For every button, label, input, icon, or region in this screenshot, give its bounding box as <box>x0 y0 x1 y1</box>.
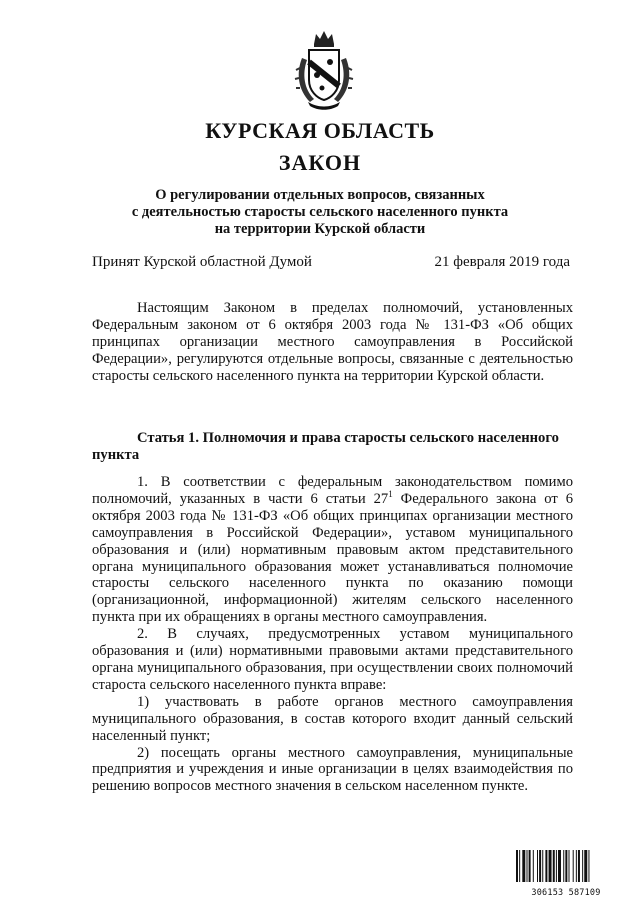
preamble-paragraph: Настоящим Законом в пределах полномочий, установленных Федеральным законом от 6 октября 2003 года № 131-ФЗ «Об общих принципах организации местного самоуправления в Российской Федерации», регулируются отдельные вопросы, связанные с деятельностью старосты сельского населенного пункта на территории Курской области. <box>92 300 573 384</box>
barcode-icon <box>516 850 616 882</box>
barcode <box>516 850 616 898</box>
article-1-paragraph-2: 2. В случаях, предусмотренных уставом муниципального образования и (или) нормативными правовыми актами представительного органа муниципального образования, при осуществлении своих полномочий староста сельского населенного пункта вправе: <box>92 626 573 693</box>
footnote-superscript: 1 <box>388 489 393 500</box>
paragraph-text: Федерального закона от 6 октября 2003 года № 131-ФЗ «Об общих принципах организации местного самоуправления в Российской Федерации», уставом муниципального образования и (или) нормативным правовым актом представительного органа муниципального образования может устанавливаться полномочие старосты сельского населенного пункта по оказанию помощи (организационной, информационной) жителям сельского населенного пункта при их обращениях в органы местного самоуправления. <box>92 490 573 626</box>
subtitle-line: с деятельностью старосты сельского населенного пункта <box>131 204 509 220</box>
adoption-line <box>92 254 570 271</box>
article-1-body <box>92 474 573 795</box>
barcode-number: 306153 587109 <box>531 888 601 898</box>
region-title: КУРСКАЯ ОБЛАСТЬ <box>205 118 435 143</box>
article-1-item-2: 2) посещать органы местного самоуправления, муниципальные предприятия и учреждения и иные организации в целях взаимодействия по решению вопросов местного значения в сельском населенном пункте. <box>92 744 573 795</box>
subtitle-line: на территории Курской области <box>214 221 426 237</box>
document-type-title: ЗАКОН <box>278 150 362 175</box>
preamble <box>92 300 573 385</box>
article-1-paragraph-1 <box>92 474 573 626</box>
article-1-title: Статья 1. Полномочия и права старосты сельского населенного пункта <box>92 430 559 463</box>
law-subtitle <box>60 187 580 238</box>
kursk-coat-of-arms-icon <box>292 28 356 112</box>
subtitle-line: О регулировании отдельных вопросов, связанных <box>155 187 485 203</box>
adopted-by: Принят Курской областной Думой <box>92 254 312 270</box>
paragraph-text: 1. В соответствии с федеральным законодательством помимо полномочий, указанных в части 6 статьи 27 <box>92 474 573 507</box>
article-1-item-1: 1) участвовать в работе органов местного самоуправления муниципального образования, в состав которого входит данный сельский населенный пункт; <box>92 693 573 744</box>
adoption-date: 21 февраля 2019 года <box>434 254 570 270</box>
